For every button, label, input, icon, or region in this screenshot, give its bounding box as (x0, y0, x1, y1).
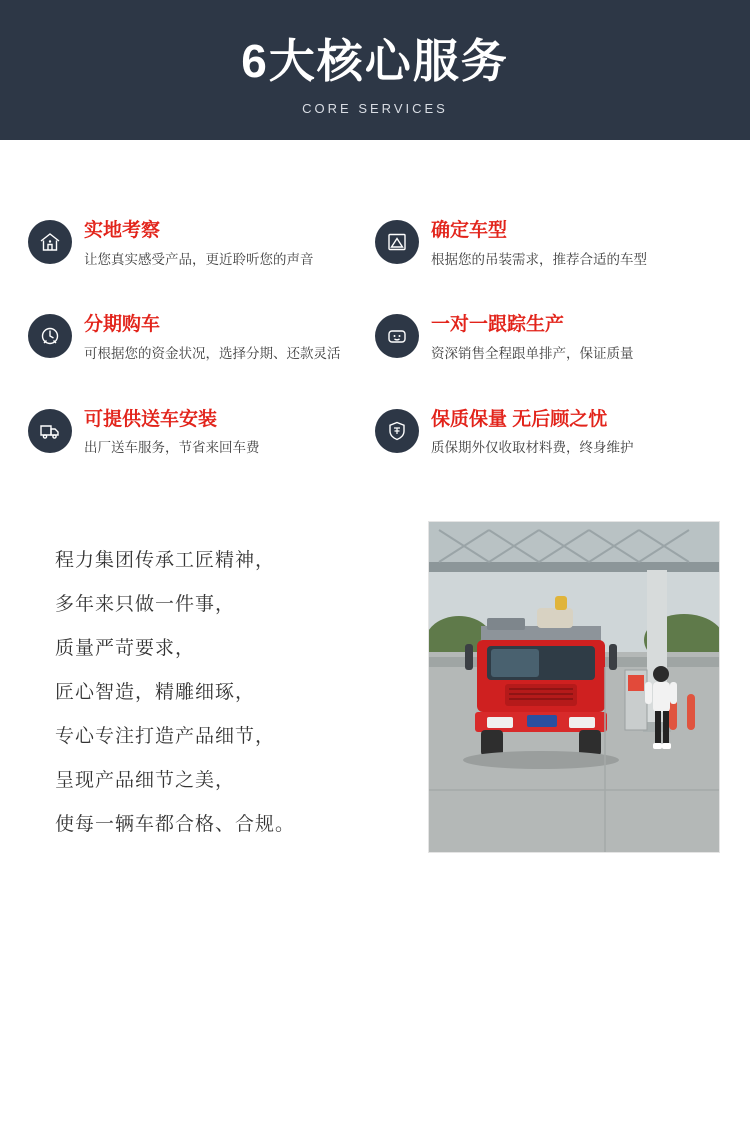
delivery-truck-icon (28, 409, 72, 453)
truck-model-icon (375, 220, 419, 264)
service-text-4 (431, 312, 634, 362)
slogan-line-1: 程力集团传承工匠精神， (55, 549, 276, 571)
bottom-section (0, 521, 750, 853)
service-desc-6: 质保期外仅收取材料费，终身维护 (431, 440, 634, 456)
slogan-block (55, 521, 428, 847)
quality-guarantee-icon (375, 409, 419, 453)
page-subtitle: CORE SERVICES (302, 101, 448, 117)
service-title-3: 分期购车 (84, 314, 161, 336)
service-desc-5: 出厂送车服务，节省来回车费 (84, 440, 260, 456)
service-title-5: 可提供送车安装 (84, 408, 218, 430)
service-text-2 (431, 218, 647, 268)
service-title-6: 保质保量 无后顾之忧 (431, 408, 608, 430)
service-title-1: 实地考察 (84, 220, 161, 241)
page-header (0, 0, 750, 140)
slogan-line-3: 质量严苛要求， (55, 637, 196, 659)
service-desc-2: 根据您的吊装需求，推荐合适的车型 (431, 251, 647, 267)
service-desc-4: 资深销售全程跟单排产，保证质量 (431, 346, 634, 362)
installment-payment-icon (28, 314, 72, 358)
one-to-one-service-icon (375, 314, 419, 358)
slogan-line-2: 多年来只做一件事， (55, 593, 236, 615)
slogan-line-6: 呈现产品细节之美， (55, 769, 236, 791)
service-title-4: 一对一跟踪生产 (431, 314, 565, 336)
service-item-3 (28, 312, 375, 362)
service-item-5 (28, 407, 375, 457)
service-item-6 (375, 407, 722, 457)
service-text-6 (431, 407, 634, 457)
service-text-3 (84, 312, 341, 362)
service-item-1 (28, 218, 375, 268)
service-desc-3: 可根据您的资金状况，选择分期、还款灵活 (84, 346, 341, 362)
truck-photo (428, 521, 720, 853)
service-item-4 (375, 312, 722, 362)
service-item-2 (375, 218, 722, 268)
home-inspection-icon (28, 220, 72, 264)
slogan-line-4: 匠心智造，精雕细琢， (55, 681, 256, 703)
service-desc-1: 让您真实感受产品，更近聆听您的声音 (84, 251, 314, 267)
service-title-2: 确定车型 (431, 220, 508, 241)
slogan-line-7: 使每一辆车都合格、合规。 (55, 813, 296, 835)
page-title: 6大核心服务 (241, 34, 509, 87)
service-text-1 (84, 218, 314, 268)
slogan-line-5: 专心专注打造产品细节， (55, 725, 276, 747)
service-text-5 (84, 407, 260, 457)
services-grid (0, 218, 750, 457)
